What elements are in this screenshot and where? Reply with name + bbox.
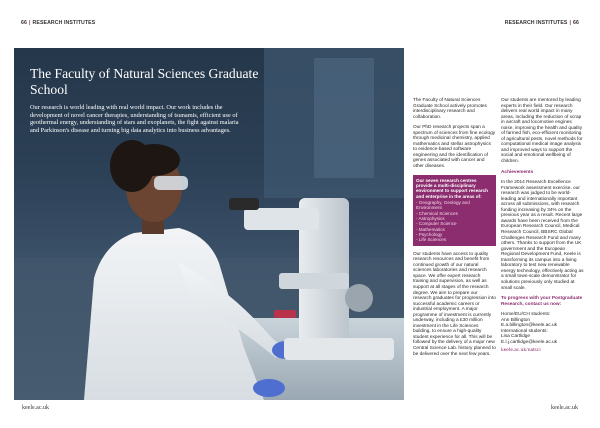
header-separator: | [569,20,572,26]
list-item: - Psychology [416,232,443,237]
list-item: - Chemical Sciences [416,210,458,216]
natsci-web-link[interactable]: keele.ac.uk/natsci [501,347,541,354]
left-page-number: 66 [21,20,27,26]
list-item: - Mathematics [416,226,445,232]
footer-website-left: keele.ac.uk [22,405,49,411]
body-paragraph: The Faculty of Natural Sciences Graduate School actively promotes interdisciplinary research and collaboration. [413,98,487,120]
research-centres-callout [413,175,496,246]
hero-photo-scientist-microscope [14,48,404,400]
right-section-title: RESEARCH INSTITUTES [504,20,568,26]
contact-heading: To progress with your Postgraduate Research, contact us now: [501,296,583,307]
right-page-header [505,20,579,26]
contact-email-link[interactable]: E.a.billington@keele.ac.uk [501,323,558,329]
left-section-title: RESEARCH INSTITUTES [32,20,96,26]
body-paragraph: Our PhD research projects span a spectrum of sciences from fine ecology through medicinal chemistry, applied mathematics and stellar astrophysics to evidence-based software engineering and the identification of genes associated with cancer and other diseases. [413,125,496,170]
body-paragraph: Our students have access to quality research resources and benefit from continued growth of our natural sciences laboratories and research space. We offer expert research training and supervision, as well as support at all stages of the research degree. We aim to prepare our research graduates for progression into successful academic careers or industrial employment. A major programme of investment is currently underway, including a £30 million investment in the Life Sciences building, to ensure a high-quality student experience for all. This will be followed by the delivery of a major new Central Science Lab. history planned to be delivered over the next few years. [413,251,496,357]
research-centres-list [416,200,493,243]
text-column-left [413,98,496,362]
contact-line: Ann Billington [501,317,531,323]
text-column-right [501,98,585,354]
body-paragraph: In the 2014 Research Excellence Framework assessment exercise, our research was judged to be world-leading and internationally important across all submissions, with research funding increasing by 34% on the previous year as a result. Recent large awards have been received from the European Research Council, Medical Research Council, BBSRC Global Challenges Research Fund and many others. Thanks to support from the UK government and the European Regional Development Fund, Keele is transforming its campus into a living laboratory to test new renewable energy technology, effectively acting as a small town-scale demonstrator for solutions previously only studied at small scale. [501,180,584,291]
body-paragraph: Our students are mentored by leading experts in their field. Our research delivers real world impact in many areas, including the reduction of scrap in aircraft and locomotive engines noise, improving the health and quality of farmed fish, eco-efficient monitoring of agricultural pests, novel methods for computational medical image analysis and improved ways to support the social and emotional wellbeing of children. [501,98,583,165]
list-item: - Geography, Geology and Environment [416,199,470,211]
list-item: - Computer Science [416,221,457,227]
list-item: - Astrophysics [416,215,445,221]
contact-line: Home/EU/CH students: [501,312,551,318]
contact-email-link[interactable]: E.l.j.cartlidge@keele.ac.uk [501,339,558,345]
contact-details [501,312,585,345]
callout-lead: Our seven research centres provide a multi-disciplinary environment to support research and enterprise in the areas of: [416,177,488,199]
footer-website-right: keele.ac.uk [551,405,578,411]
page-title: The Faculty of Natural Sciences Graduate School [30,66,259,97]
header-separator: | [28,20,31,26]
contact-line: Lisa Cartlidge [501,334,531,340]
contact-line: International students: [501,328,548,334]
left-page-header [21,20,95,26]
right-page-number: 66 [573,20,579,26]
achievements-heading: Achievements [501,169,534,175]
hero-photo-illustration [14,48,404,400]
intro-paragraph: Our research is world leading with real world impact. Our work includes the development of novel cancer therapies, understanding of tsunamis, efficient use of geothermal energy, understanding of stars and exoplanets, the fight against malaria and Parkinson's disease and turning big data analytics into business advantages. [30,104,239,134]
list-item: - Life Sciences [416,237,447,243]
